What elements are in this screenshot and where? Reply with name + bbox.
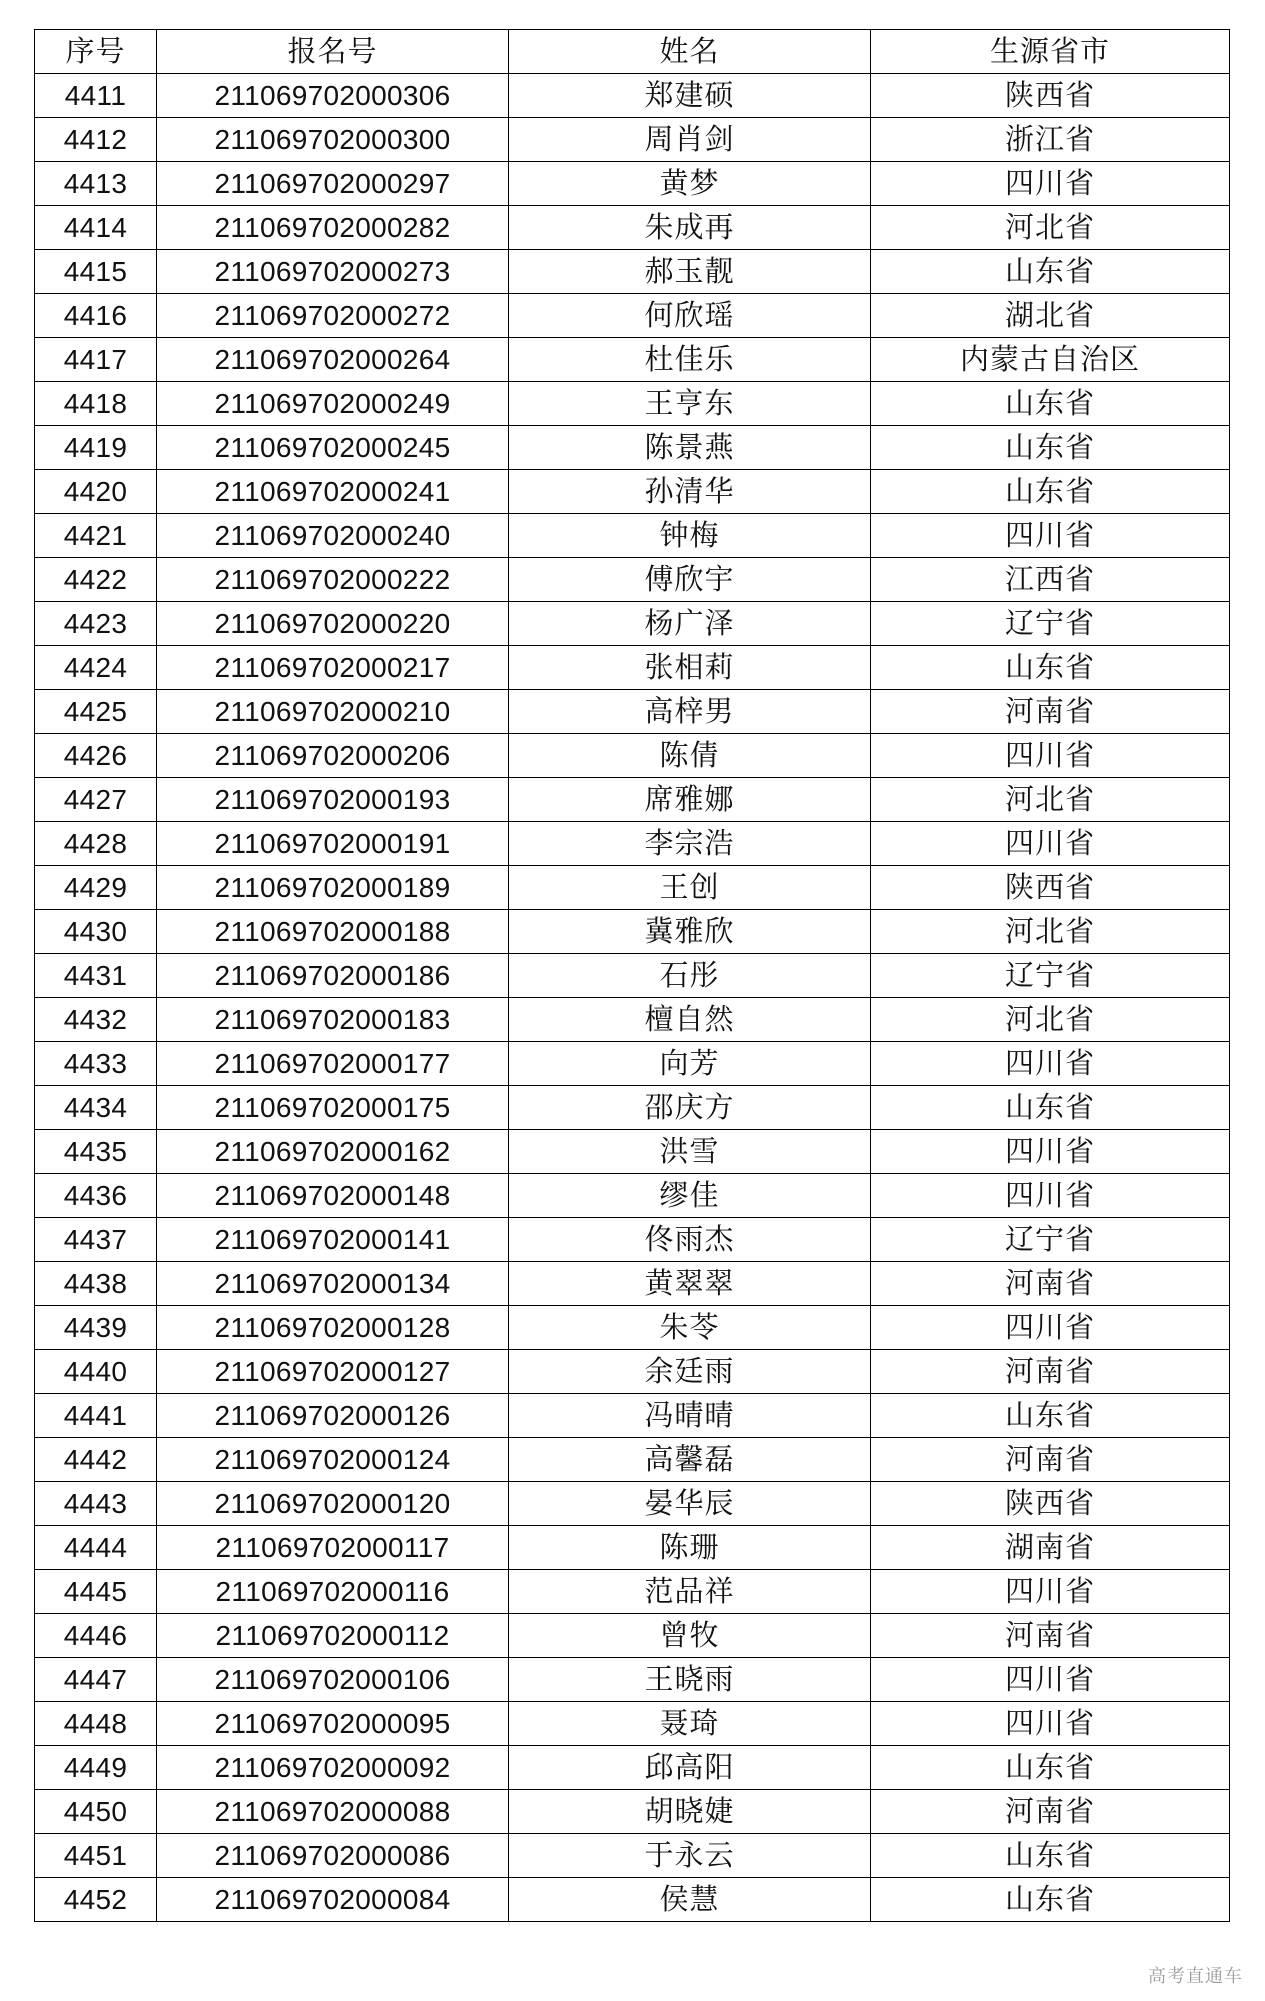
table-row xyxy=(35,1790,1230,1834)
table-row xyxy=(35,1130,1230,1174)
header-registration-number: 报名号 xyxy=(157,30,509,74)
cell-registration-number: 211069702000241 xyxy=(157,470,509,514)
cell-name: 王创 xyxy=(509,866,871,910)
cell-name: 余廷雨 xyxy=(509,1350,871,1394)
table-row xyxy=(35,1614,1230,1658)
cell-name: 杨广泽 xyxy=(509,602,871,646)
cell-serial-number: 4432 xyxy=(35,998,157,1042)
cell-province: 内蒙古自治区 xyxy=(871,338,1230,382)
table-body xyxy=(35,74,1230,1922)
cell-serial-number: 4424 xyxy=(35,646,157,690)
table-row xyxy=(35,1526,1230,1570)
cell-serial-number: 4448 xyxy=(35,1702,157,1746)
cell-registration-number: 211069702000088 xyxy=(157,1790,509,1834)
cell-province: 四川省 xyxy=(871,1702,1230,1746)
cell-serial-number: 4414 xyxy=(35,206,157,250)
cell-registration-number: 211069702000112 xyxy=(157,1614,509,1658)
table-row xyxy=(35,162,1230,206)
table-row xyxy=(35,1086,1230,1130)
cell-province: 四川省 xyxy=(871,1042,1230,1086)
cell-province: 辽宁省 xyxy=(871,954,1230,998)
cell-province: 四川省 xyxy=(871,1570,1230,1614)
table-row xyxy=(35,1394,1230,1438)
cell-serial-number: 4451 xyxy=(35,1834,157,1878)
cell-registration-number: 211069702000272 xyxy=(157,294,509,338)
cell-name: 佟雨杰 xyxy=(509,1218,871,1262)
table-row xyxy=(35,1042,1230,1086)
cell-registration-number: 211069702000092 xyxy=(157,1746,509,1790)
cell-province: 四川省 xyxy=(871,822,1230,866)
cell-registration-number: 211069702000134 xyxy=(157,1262,509,1306)
cell-province: 河南省 xyxy=(871,1262,1230,1306)
cell-name: 邵庆方 xyxy=(509,1086,871,1130)
table-header xyxy=(35,30,1230,74)
table-row xyxy=(35,1834,1230,1878)
cell-serial-number: 4421 xyxy=(35,514,157,558)
cell-serial-number: 4452 xyxy=(35,1878,157,1922)
cell-province: 四川省 xyxy=(871,734,1230,778)
cell-registration-number: 211069702000188 xyxy=(157,910,509,954)
cell-province: 河北省 xyxy=(871,206,1230,250)
cell-serial-number: 4443 xyxy=(35,1482,157,1526)
cell-registration-number: 211069702000282 xyxy=(157,206,509,250)
cell-name: 高馨磊 xyxy=(509,1438,871,1482)
cell-serial-number: 4431 xyxy=(35,954,157,998)
cell-serial-number: 4429 xyxy=(35,866,157,910)
table-row xyxy=(35,470,1230,514)
cell-province: 浙江省 xyxy=(871,118,1230,162)
cell-name: 缪佳 xyxy=(509,1174,871,1218)
cell-name: 陈珊 xyxy=(509,1526,871,1570)
table-row xyxy=(35,1262,1230,1306)
cell-name: 钟梅 xyxy=(509,514,871,558)
cell-registration-number: 211069702000222 xyxy=(157,558,509,602)
cell-province: 山东省 xyxy=(871,1086,1230,1130)
cell-registration-number: 211069702000106 xyxy=(157,1658,509,1702)
cell-serial-number: 4436 xyxy=(35,1174,157,1218)
cell-serial-number: 4434 xyxy=(35,1086,157,1130)
cell-name: 黄梦 xyxy=(509,162,871,206)
cell-registration-number: 211069702000141 xyxy=(157,1218,509,1262)
table-row xyxy=(35,514,1230,558)
cell-name: 杜佳乐 xyxy=(509,338,871,382)
cell-registration-number: 211069702000084 xyxy=(157,1878,509,1922)
cell-serial-number: 4413 xyxy=(35,162,157,206)
cell-province: 山东省 xyxy=(871,1746,1230,1790)
cell-name: 冯晴晴 xyxy=(509,1394,871,1438)
cell-serial-number: 4450 xyxy=(35,1790,157,1834)
cell-registration-number: 211069702000124 xyxy=(157,1438,509,1482)
cell-province: 辽宁省 xyxy=(871,1218,1230,1262)
cell-serial-number: 4438 xyxy=(35,1262,157,1306)
table-row xyxy=(35,778,1230,822)
cell-province: 山东省 xyxy=(871,1878,1230,1922)
cell-province: 四川省 xyxy=(871,1130,1230,1174)
cell-name: 曾牧 xyxy=(509,1614,871,1658)
cell-province: 四川省 xyxy=(871,1174,1230,1218)
table-row xyxy=(35,74,1230,118)
table-row xyxy=(35,998,1230,1042)
table-row xyxy=(35,954,1230,998)
cell-registration-number: 211069702000117 xyxy=(157,1526,509,1570)
cell-registration-number: 211069702000186 xyxy=(157,954,509,998)
cell-registration-number: 211069702000249 xyxy=(157,382,509,426)
cell-registration-number: 211069702000240 xyxy=(157,514,509,558)
table-row xyxy=(35,118,1230,162)
cell-serial-number: 4430 xyxy=(35,910,157,954)
cell-serial-number: 4415 xyxy=(35,250,157,294)
cell-serial-number: 4420 xyxy=(35,470,157,514)
cell-serial-number: 4411 xyxy=(35,74,157,118)
table-row xyxy=(35,1570,1230,1614)
cell-registration-number: 211069702000210 xyxy=(157,690,509,734)
table-row xyxy=(35,734,1230,778)
cell-serial-number: 4428 xyxy=(35,822,157,866)
cell-name: 范品祥 xyxy=(509,1570,871,1614)
table-row xyxy=(35,910,1230,954)
header-name: 姓名 xyxy=(509,30,871,74)
cell-serial-number: 4447 xyxy=(35,1658,157,1702)
table-row xyxy=(35,1702,1230,1746)
cell-registration-number: 211069702000120 xyxy=(157,1482,509,1526)
cell-name: 晏华辰 xyxy=(509,1482,871,1526)
cell-registration-number: 211069702000183 xyxy=(157,998,509,1042)
cell-serial-number: 4437 xyxy=(35,1218,157,1262)
cell-serial-number: 4442 xyxy=(35,1438,157,1482)
cell-registration-number: 211069702000264 xyxy=(157,338,509,382)
cell-name: 孙清华 xyxy=(509,470,871,514)
table-row xyxy=(35,250,1230,294)
cell-name: 侯慧 xyxy=(509,1878,871,1922)
cell-serial-number: 4418 xyxy=(35,382,157,426)
table-row xyxy=(35,1878,1230,1922)
cell-registration-number: 211069702000297 xyxy=(157,162,509,206)
cell-name: 席雅娜 xyxy=(509,778,871,822)
cell-province: 山东省 xyxy=(871,1394,1230,1438)
cell-registration-number: 211069702000220 xyxy=(157,602,509,646)
table-row xyxy=(35,338,1230,382)
cell-name: 张相莉 xyxy=(509,646,871,690)
table-row xyxy=(35,558,1230,602)
table-row xyxy=(35,866,1230,910)
cell-province: 山东省 xyxy=(871,250,1230,294)
cell-province: 四川省 xyxy=(871,514,1230,558)
cell-province: 四川省 xyxy=(871,162,1230,206)
cell-registration-number: 211069702000095 xyxy=(157,1702,509,1746)
table-row xyxy=(35,294,1230,338)
cell-name: 郝玉靓 xyxy=(509,250,871,294)
cell-name: 朱苓 xyxy=(509,1306,871,1350)
cell-serial-number: 4416 xyxy=(35,294,157,338)
cell-serial-number: 4427 xyxy=(35,778,157,822)
cell-province: 河南省 xyxy=(871,1790,1230,1834)
table-row xyxy=(35,426,1230,470)
cell-registration-number: 211069702000116 xyxy=(157,1570,509,1614)
cell-name: 邱高阳 xyxy=(509,1746,871,1790)
cell-province: 四川省 xyxy=(871,1658,1230,1702)
cell-name: 聂琦 xyxy=(509,1702,871,1746)
cell-serial-number: 4441 xyxy=(35,1394,157,1438)
cell-name: 朱成再 xyxy=(509,206,871,250)
cell-province: 河北省 xyxy=(871,778,1230,822)
cell-registration-number: 211069702000306 xyxy=(157,74,509,118)
cell-name: 向芳 xyxy=(509,1042,871,1086)
table-row xyxy=(35,602,1230,646)
cell-serial-number: 4435 xyxy=(35,1130,157,1174)
cell-name: 冀雅欣 xyxy=(509,910,871,954)
cell-name: 洪雪 xyxy=(509,1130,871,1174)
cell-serial-number: 4440 xyxy=(35,1350,157,1394)
cell-name: 陈景燕 xyxy=(509,426,871,470)
cell-registration-number: 211069702000189 xyxy=(157,866,509,910)
table-row xyxy=(35,1746,1230,1790)
header-province: 生源省市 xyxy=(871,30,1230,74)
cell-name: 檀自然 xyxy=(509,998,871,1042)
cell-province: 湖南省 xyxy=(871,1526,1230,1570)
cell-registration-number: 211069702000127 xyxy=(157,1350,509,1394)
cell-name: 于永云 xyxy=(509,1834,871,1878)
cell-name: 王晓雨 xyxy=(509,1658,871,1702)
cell-serial-number: 4444 xyxy=(35,1526,157,1570)
cell-province: 河南省 xyxy=(871,690,1230,734)
table-row xyxy=(35,1658,1230,1702)
cell-registration-number: 211069702000217 xyxy=(157,646,509,690)
cell-province: 山东省 xyxy=(871,426,1230,470)
table-row xyxy=(35,690,1230,734)
cell-name: 周肖剑 xyxy=(509,118,871,162)
cell-registration-number: 211069702000193 xyxy=(157,778,509,822)
table-row xyxy=(35,646,1230,690)
cell-registration-number: 211069702000128 xyxy=(157,1306,509,1350)
cell-name: 胡晓婕 xyxy=(509,1790,871,1834)
cell-name: 高梓男 xyxy=(509,690,871,734)
cell-serial-number: 4423 xyxy=(35,602,157,646)
cell-name: 王亨东 xyxy=(509,382,871,426)
cell-registration-number: 211069702000300 xyxy=(157,118,509,162)
table-row xyxy=(35,206,1230,250)
cell-name: 傅欣宇 xyxy=(509,558,871,602)
cell-province: 江西省 xyxy=(871,558,1230,602)
table-row xyxy=(35,1482,1230,1526)
cell-serial-number: 4449 xyxy=(35,1746,157,1790)
cell-registration-number: 211069702000245 xyxy=(157,426,509,470)
table-row xyxy=(35,1438,1230,1482)
cell-serial-number: 4446 xyxy=(35,1614,157,1658)
cell-name: 郑建硕 xyxy=(509,74,871,118)
cell-registration-number: 211069702000126 xyxy=(157,1394,509,1438)
cell-province: 山东省 xyxy=(871,382,1230,426)
cell-province: 河南省 xyxy=(871,1350,1230,1394)
cell-province: 河南省 xyxy=(871,1614,1230,1658)
cell-registration-number: 211069702000162 xyxy=(157,1130,509,1174)
table-row xyxy=(35,382,1230,426)
table-row xyxy=(35,1350,1230,1394)
cell-serial-number: 4422 xyxy=(35,558,157,602)
cell-registration-number: 211069702000148 xyxy=(157,1174,509,1218)
cell-serial-number: 4439 xyxy=(35,1306,157,1350)
cell-registration-number: 211069702000177 xyxy=(157,1042,509,1086)
cell-serial-number: 4425 xyxy=(35,690,157,734)
cell-serial-number: 4445 xyxy=(35,1570,157,1614)
table-row xyxy=(35,1174,1230,1218)
cell-province: 山东省 xyxy=(871,1834,1230,1878)
cell-registration-number: 211069702000086 xyxy=(157,1834,509,1878)
header-serial-number: 序号 xyxy=(35,30,157,74)
cell-serial-number: 4417 xyxy=(35,338,157,382)
cell-serial-number: 4419 xyxy=(35,426,157,470)
cell-registration-number: 211069702000273 xyxy=(157,250,509,294)
cell-serial-number: 4433 xyxy=(35,1042,157,1086)
cell-registration-number: 211069702000175 xyxy=(157,1086,509,1130)
cell-name: 黄翠翠 xyxy=(509,1262,871,1306)
cell-serial-number: 4412 xyxy=(35,118,157,162)
cell-province: 辽宁省 xyxy=(871,602,1230,646)
table-row xyxy=(35,1218,1230,1262)
cell-name: 石彤 xyxy=(509,954,871,998)
cell-province: 陕西省 xyxy=(871,866,1230,910)
cell-province: 山东省 xyxy=(871,470,1230,514)
cell-name: 陈倩 xyxy=(509,734,871,778)
cell-registration-number: 211069702000206 xyxy=(157,734,509,778)
cell-province: 四川省 xyxy=(871,1306,1230,1350)
table-row xyxy=(35,1306,1230,1350)
watermark-text: 高考直通车 xyxy=(1148,1966,1243,1987)
cell-registration-number: 211069702000191 xyxy=(157,822,509,866)
admission-list-table xyxy=(34,29,1230,1922)
cell-province: 陕西省 xyxy=(871,1482,1230,1526)
cell-province: 河北省 xyxy=(871,910,1230,954)
cell-name: 何欣瑶 xyxy=(509,294,871,338)
cell-province: 河北省 xyxy=(871,998,1230,1042)
cell-serial-number: 4426 xyxy=(35,734,157,778)
cell-province: 山东省 xyxy=(871,646,1230,690)
header-row xyxy=(35,30,1230,74)
table-row xyxy=(35,822,1230,866)
cell-province: 陕西省 xyxy=(871,74,1230,118)
cell-province: 河南省 xyxy=(871,1438,1230,1482)
cell-name: 李宗浩 xyxy=(509,822,871,866)
cell-province: 湖北省 xyxy=(871,294,1230,338)
